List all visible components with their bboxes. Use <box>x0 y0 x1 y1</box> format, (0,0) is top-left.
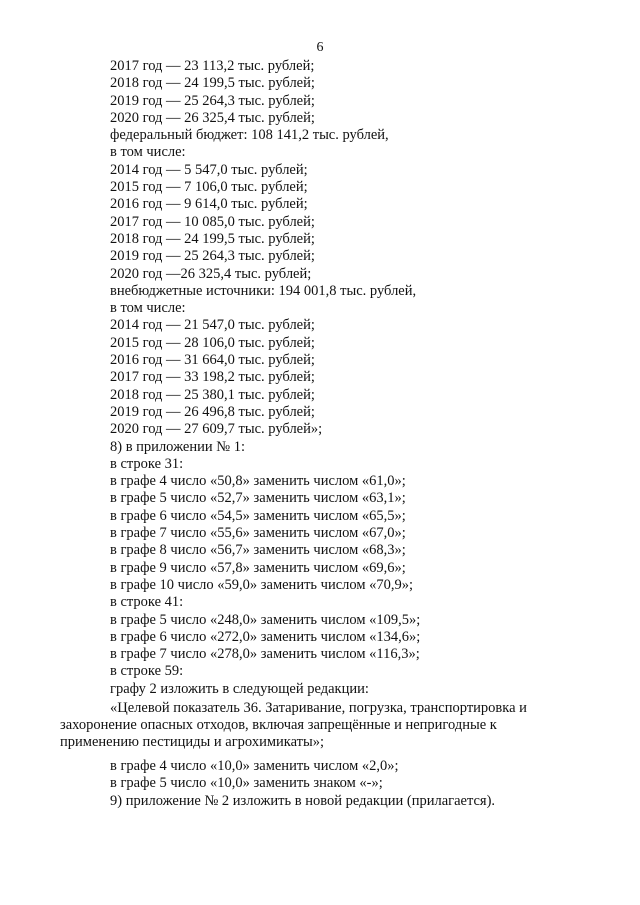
text-line: 2015 год — 28 106,0 тыс. рублей; <box>110 334 315 351</box>
text-line: в графе 6 число «54,5» заменить числом «65,5»; <box>110 507 406 524</box>
text-line: в строке 59: <box>110 663 184 680</box>
tail-block <box>110 758 610 810</box>
text-line: 2017 год — 10 085,0 тыс. рублей; <box>110 213 315 230</box>
text-line: 2014 год — 21 547,0 тыс. рублей; <box>110 317 315 334</box>
text-line: 2016 год — 31 664,0 тыс. рублей; <box>110 352 315 369</box>
text-line: 2018 год — 24 199,5 тыс. рублей; <box>110 230 315 247</box>
text-line: в том числе: <box>110 300 186 317</box>
text-line: в графе 9 число «57,8» заменить числом «69,6»; <box>110 559 406 576</box>
text-line: 2014 год — 5 547,0 тыс. рублей; <box>110 161 308 178</box>
text-line: 2015 год — 7 106,0 тыс. рублей; <box>110 179 308 196</box>
text-line: внебюджетные источники: 194 001,8 тыс. рублей, <box>110 282 417 299</box>
text-line: 2018 год — 24 199,5 тыс. рублей; <box>110 75 315 92</box>
page-number: 6 <box>316 40 324 55</box>
text-line: в графе 5 число «52,7» заменить числом «63,1»; <box>110 490 406 507</box>
text-line: 2020 год —26 325,4 тыс. рублей; <box>110 265 312 282</box>
text-line: 8) в приложении № 1: <box>110 438 245 455</box>
text-line: 2020 год — 26 325,4 тыс. рублей; <box>110 109 315 126</box>
tail-line-1: в графе 4 число «10,0» заменить числом «2,0»; <box>110 758 399 774</box>
text-line: федеральный бюджет: 108 141,2 тыс. рублей, <box>110 127 389 144</box>
text-line: графу 2 изложить в следующей редакции: <box>110 680 369 697</box>
text-line: в графе 5 число «248,0» заменить числом «109,5»; <box>110 611 421 628</box>
text-line: в графе 7 число «278,0» заменить числом «116,3»; <box>110 646 420 663</box>
text-line: 2019 год — 25 264,3 тыс. рублей; <box>110 248 315 265</box>
text-line: в графе 7 число «55,6» заменить числом «67,0»; <box>110 525 406 542</box>
document-body <box>110 58 610 698</box>
tail-line-2: в графе 5 число «10,0» заменить знаком «-»; <box>110 775 383 792</box>
text-line: 2019 год — 26 496,8 тыс. рублей; <box>110 403 315 420</box>
text-line: 2020 год — 27 609,7 тыс. рублей»; <box>110 421 323 438</box>
text-line: в строке 41: <box>110 594 184 611</box>
text-line: в графе 4 число «50,8» заменить числом «61,0»; <box>110 473 406 490</box>
text-line: в строке 31: <box>110 455 184 472</box>
quote-block <box>110 700 610 717</box>
text-line: в графе 10 число «59,0» заменить числом «70,9»; <box>110 576 414 593</box>
text-line: 2017 год — 23 113,2 тыс. рублей; <box>110 58 315 74</box>
text-line: в графе 8 число «56,7» заменить числом «68,3»; <box>110 542 406 559</box>
quote-line-3: применению пестициды и агрохимикаты»; <box>60 734 325 751</box>
text-line: в графе 6 число «272,0» заменить числом «134,6»; <box>110 628 421 645</box>
tail-line-3: 9) приложение № 2 изложить в новой редакции (прилагается). <box>110 792 496 809</box>
quote-line-2: захоронение опасных отходов, включая запрещённые и непригодные к <box>60 717 497 733</box>
text-line: 2017 год — 33 198,2 тыс. рублей; <box>110 369 315 386</box>
quote-line-1: «Целевой показатель 36. Затаривание, погрузка, транспортировка и <box>110 700 527 716</box>
text-line: в том числе: <box>110 144 186 161</box>
text-line: 2016 год — 9 614,0 тыс. рублей; <box>110 196 308 213</box>
quote-block-cont <box>60 717 610 752</box>
text-line: 2019 год — 25 264,3 тыс. рублей; <box>110 92 315 109</box>
text-line: 2018 год — 25 380,1 тыс. рублей; <box>110 386 315 403</box>
